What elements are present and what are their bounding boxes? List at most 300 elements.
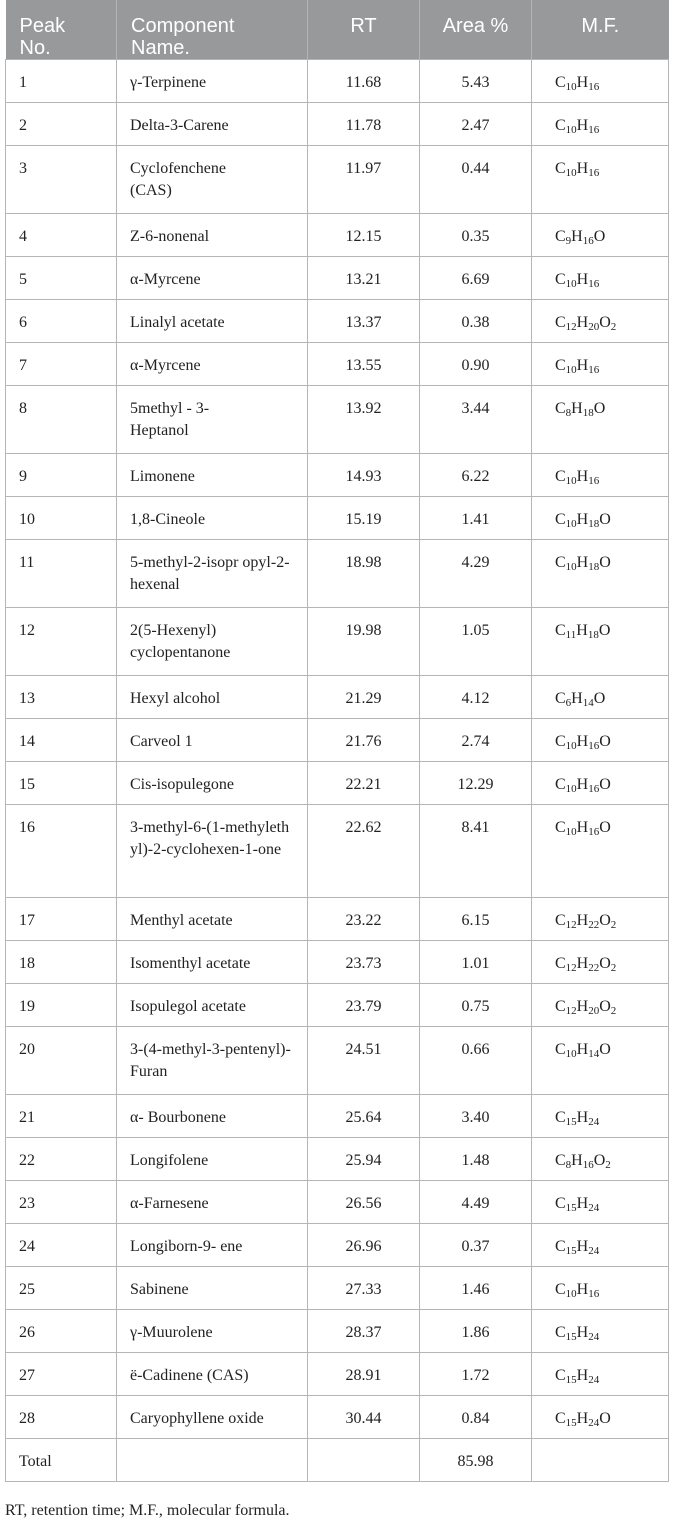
formula-count: 11 bbox=[565, 629, 577, 641]
component-name-cell: Menthyl acetate bbox=[117, 898, 308, 941]
area-cell: 4.29 bbox=[420, 540, 532, 608]
formula-element: H bbox=[576, 776, 589, 793]
area-cell: 4.12 bbox=[420, 676, 532, 719]
component-name-cell: 3-(4-methyl-3-pentenyl)-Furan bbox=[117, 1027, 308, 1095]
table-row bbox=[6, 898, 669, 941]
rt-cell: 25.94 bbox=[308, 1138, 420, 1181]
area-cell: 1.46 bbox=[420, 1267, 532, 1310]
area-cell: 2.47 bbox=[420, 103, 532, 146]
peak-no-cell: 5 bbox=[6, 257, 117, 300]
formula-element: O bbox=[599, 554, 611, 571]
component-name-cell: 5methyl - 3-Heptanol bbox=[117, 386, 308, 454]
peak-no-cell: 25 bbox=[6, 1267, 117, 1310]
peak-no-cell: 3 bbox=[6, 146, 117, 214]
formula-count: 24 bbox=[588, 1417, 600, 1429]
table-row bbox=[6, 762, 669, 805]
formula-element: C bbox=[555, 733, 566, 750]
formula-element: H bbox=[576, 511, 589, 528]
formula-count: 2 bbox=[605, 1159, 611, 1171]
area-cell: 4.49 bbox=[420, 1181, 532, 1224]
area-cell: 8.41 bbox=[420, 805, 532, 898]
formula-count: 8 bbox=[565, 407, 572, 419]
table-row bbox=[6, 1310, 669, 1353]
area-cell: 1.86 bbox=[420, 1310, 532, 1353]
area-cell: 1.41 bbox=[420, 497, 532, 540]
rt-cell: 24.51 bbox=[308, 1027, 420, 1095]
formula-cell bbox=[532, 1310, 669, 1353]
formula-element: H bbox=[576, 357, 589, 374]
formula-cell bbox=[532, 1027, 669, 1095]
formula-element: H bbox=[576, 160, 589, 177]
rt-cell: 11.97 bbox=[308, 146, 420, 214]
formula-element: C bbox=[555, 314, 566, 331]
peak-no-cell: 13 bbox=[6, 676, 117, 719]
formula-cell bbox=[532, 898, 669, 941]
component-name-cell: Sabinene bbox=[117, 1267, 308, 1310]
table-row bbox=[6, 941, 669, 984]
formula-cell bbox=[532, 1095, 669, 1138]
table-row bbox=[6, 540, 669, 608]
rt-cell: 18.98 bbox=[308, 540, 420, 608]
formula-count: 20 bbox=[588, 1005, 600, 1017]
formula-count: 10 bbox=[565, 167, 577, 179]
formula-count: 20 bbox=[588, 321, 600, 333]
formula-count: 16 bbox=[588, 826, 600, 838]
table-row bbox=[6, 1027, 669, 1095]
table-row bbox=[6, 103, 669, 146]
area-cell: 3.40 bbox=[420, 1095, 532, 1138]
peak-no-cell: 27 bbox=[6, 1353, 117, 1396]
area-cell: 1.05 bbox=[420, 608, 532, 676]
formula-count: 12 bbox=[565, 321, 577, 333]
component-name-cell: Isomenthyl acetate bbox=[117, 941, 308, 984]
formula-count: 10 bbox=[565, 518, 577, 530]
formula-element: O bbox=[599, 998, 611, 1015]
rt-cell: 14.93 bbox=[308, 454, 420, 497]
total-area-cell: 85.98 bbox=[420, 1439, 532, 1482]
peak-no-cell: 15 bbox=[6, 762, 117, 805]
peak-no-cell: 16 bbox=[6, 805, 117, 898]
formula-count: 2 bbox=[610, 1005, 617, 1017]
component-name-cell: ë-Cadinene (CAS) bbox=[117, 1353, 308, 1396]
formula-element: H bbox=[576, 271, 589, 288]
component-name-cell: Hexyl alcohol bbox=[117, 676, 308, 719]
area-cell: 0.66 bbox=[420, 1027, 532, 1095]
peak-no-cell: 11 bbox=[6, 540, 117, 608]
peak-no-cell: 12 bbox=[6, 608, 117, 676]
formula-count: 12 bbox=[565, 962, 577, 974]
formula-element: O bbox=[599, 1041, 611, 1058]
formula-element: O bbox=[599, 733, 611, 750]
formula-element: H bbox=[576, 622, 588, 639]
formula-element: C bbox=[555, 1410, 566, 1427]
formula-count: 10 bbox=[565, 561, 577, 573]
area-cell: 12.29 bbox=[420, 762, 532, 805]
formula-element: C bbox=[555, 228, 566, 245]
formula-element: C bbox=[555, 690, 566, 707]
rt-cell: 15.19 bbox=[308, 497, 420, 540]
formula-count: 14 bbox=[588, 1048, 600, 1060]
table-row bbox=[6, 608, 669, 676]
area-cell: 0.90 bbox=[420, 343, 532, 386]
formula-cell bbox=[532, 1353, 669, 1396]
rt-cell: 13.21 bbox=[308, 257, 420, 300]
formula-count: 16 bbox=[588, 475, 600, 487]
empty-cell bbox=[308, 1439, 420, 1482]
peak-no-cell: 26 bbox=[6, 1310, 117, 1353]
formula-element: O bbox=[593, 690, 606, 707]
formula-element: O bbox=[593, 1152, 606, 1169]
formula-count: 18 bbox=[588, 561, 600, 573]
header-rt: RT bbox=[308, 0, 420, 60]
peak-no-cell: 28 bbox=[6, 1396, 117, 1439]
peak-no-cell: 21 bbox=[6, 1095, 117, 1138]
rt-cell: 23.73 bbox=[308, 941, 420, 984]
formula-count: 10 bbox=[565, 124, 577, 136]
formula-count: 8 bbox=[565, 1159, 572, 1171]
formula-count: 9 bbox=[565, 235, 572, 247]
formula-element: H bbox=[576, 733, 589, 750]
formula-count: 10 bbox=[565, 1288, 577, 1300]
formula-element: C bbox=[555, 776, 566, 793]
area-cell: 0.38 bbox=[420, 300, 532, 343]
formula-count: 16 bbox=[588, 124, 600, 136]
component-name-cell: Caryophyllene oxide bbox=[117, 1396, 308, 1439]
rt-cell: 26.56 bbox=[308, 1181, 420, 1224]
table-row bbox=[6, 1267, 669, 1310]
formula-count: 24 bbox=[588, 1331, 600, 1343]
total-label-cell: Total bbox=[6, 1439, 117, 1482]
formula-element: H bbox=[576, 955, 589, 972]
rt-cell: 28.91 bbox=[308, 1353, 420, 1396]
formula-count: 15 bbox=[565, 1374, 577, 1386]
formula-cell bbox=[532, 608, 669, 676]
header-mf: M.F. bbox=[532, 0, 669, 60]
component-name-cell: Isopulegol acetate bbox=[117, 984, 308, 1027]
component-name-cell: Delta-3-Carene bbox=[117, 103, 308, 146]
table-row bbox=[6, 1353, 669, 1396]
component-name-cell: Limonene bbox=[117, 454, 308, 497]
area-cell: 0.44 bbox=[420, 146, 532, 214]
formula-element: H bbox=[576, 998, 589, 1015]
formula-cell bbox=[532, 719, 669, 762]
formula-element: H bbox=[571, 1152, 583, 1169]
formula-element: C bbox=[555, 1041, 566, 1058]
component-name-cell: Linalyl acetate bbox=[117, 300, 308, 343]
table-row bbox=[6, 60, 669, 103]
formula-cell bbox=[532, 805, 669, 898]
formula-count: 16 bbox=[588, 783, 600, 795]
peak-no-cell: 14 bbox=[6, 719, 117, 762]
component-name-cell: 1,8-Cineole bbox=[117, 497, 308, 540]
header-peak-no: Peak No. bbox=[6, 0, 117, 60]
formula-count: 15 bbox=[565, 1202, 577, 1214]
formula-count: 24 bbox=[588, 1245, 600, 1257]
formula-element: O bbox=[599, 314, 611, 331]
formula-count: 16 bbox=[582, 235, 594, 247]
formula-count: 15 bbox=[565, 1116, 577, 1128]
formula-element: H bbox=[576, 314, 589, 331]
rt-cell: 13.55 bbox=[308, 343, 420, 386]
rt-cell: 13.92 bbox=[308, 386, 420, 454]
formula-cell bbox=[532, 540, 669, 608]
formula-count: 16 bbox=[588, 1288, 600, 1300]
table-row bbox=[6, 1224, 669, 1267]
formula-count: 16 bbox=[588, 81, 600, 93]
table-footnote: RT, retention time; M.F., molecular formula. bbox=[5, 1502, 290, 1519]
formula-element: O bbox=[598, 622, 611, 639]
formula-count: 10 bbox=[565, 364, 577, 376]
formula-count: 18 bbox=[588, 518, 600, 530]
table-row bbox=[6, 1138, 669, 1181]
formula-cell bbox=[532, 454, 669, 497]
formula-element: H bbox=[576, 912, 589, 929]
formula-cell bbox=[532, 60, 669, 103]
rt-cell: 28.37 bbox=[308, 1310, 420, 1353]
table-row bbox=[6, 805, 669, 898]
formula-count: 16 bbox=[588, 167, 600, 179]
formula-cell bbox=[532, 1138, 669, 1181]
formula-element: H bbox=[576, 468, 589, 485]
formula-element: C bbox=[555, 357, 566, 374]
rt-cell: 25.64 bbox=[308, 1095, 420, 1138]
formula-count: 24 bbox=[588, 1202, 600, 1214]
table-row bbox=[6, 343, 669, 386]
formula-count: 10 bbox=[565, 826, 577, 838]
formula-cell bbox=[532, 214, 669, 257]
peak-no-cell: 19 bbox=[6, 984, 117, 1027]
peak-no-cell: 10 bbox=[6, 497, 117, 540]
formula-cell bbox=[532, 343, 669, 386]
component-name-cell: 2(5-Hexenyl) cyclopentanone bbox=[117, 608, 308, 676]
formula-cell bbox=[532, 257, 669, 300]
table-row bbox=[6, 1095, 669, 1138]
rt-cell: 19.98 bbox=[308, 608, 420, 676]
formula-element: O bbox=[599, 776, 611, 793]
formula-element: C bbox=[555, 912, 566, 929]
formula-count: 18 bbox=[582, 407, 594, 419]
formula-element: H bbox=[576, 117, 589, 134]
rt-cell: 30.44 bbox=[308, 1396, 420, 1439]
formula-element: H bbox=[576, 1041, 589, 1058]
rt-cell: 27.33 bbox=[308, 1267, 420, 1310]
component-name-cell: 5-methyl-2-isopr opyl-2-hexenal bbox=[117, 540, 308, 608]
formula-element: H bbox=[571, 690, 583, 707]
component-name-cell: Carveol 1 bbox=[117, 719, 308, 762]
rt-cell: 13.37 bbox=[308, 300, 420, 343]
formula-cell bbox=[532, 386, 669, 454]
formula-element: H bbox=[576, 1238, 589, 1255]
formula-element: C bbox=[555, 74, 566, 91]
formula-element: C bbox=[555, 468, 566, 485]
formula-count: 18 bbox=[587, 629, 599, 641]
peak-no-cell: 4 bbox=[6, 214, 117, 257]
formula-count: 10 bbox=[565, 740, 577, 752]
empty-cell bbox=[117, 1439, 308, 1482]
rt-cell: 21.29 bbox=[308, 676, 420, 719]
formula-count: 16 bbox=[588, 740, 600, 752]
formula-count: 16 bbox=[588, 364, 600, 376]
table-body bbox=[6, 60, 669, 1482]
formula-count: 10 bbox=[565, 1048, 577, 1060]
header-row bbox=[6, 0, 669, 60]
formula-element: H bbox=[576, 1281, 589, 1298]
formula-element: O bbox=[593, 400, 606, 417]
formula-count: 2 bbox=[610, 962, 617, 974]
area-cell: 6.22 bbox=[420, 454, 532, 497]
empty-cell bbox=[532, 1439, 669, 1482]
formula-element: H bbox=[571, 228, 583, 245]
formula-element: H bbox=[576, 554, 589, 571]
formula-cell bbox=[532, 300, 669, 343]
formula-element: C bbox=[555, 1152, 566, 1169]
peak-no-cell: 9 bbox=[6, 454, 117, 497]
formula-element: O bbox=[599, 955, 611, 972]
table-row bbox=[6, 676, 669, 719]
formula-element: C bbox=[555, 1367, 566, 1384]
formula-count: 24 bbox=[588, 1374, 600, 1386]
formula-count: 10 bbox=[565, 81, 577, 93]
component-name-cell: α- Bourbonene bbox=[117, 1095, 308, 1138]
component-name-cell: γ-Muurolene bbox=[117, 1310, 308, 1353]
table-row bbox=[6, 1181, 669, 1224]
formula-cell bbox=[532, 1267, 669, 1310]
peak-no-cell: 7 bbox=[6, 343, 117, 386]
formula-cell bbox=[532, 497, 669, 540]
formula-element: H bbox=[576, 1109, 589, 1126]
rt-cell: 11.78 bbox=[308, 103, 420, 146]
table-row bbox=[6, 454, 669, 497]
peak-no-cell: 2 bbox=[6, 103, 117, 146]
formula-count: 15 bbox=[565, 1331, 577, 1343]
formula-element: C bbox=[555, 955, 566, 972]
rt-cell: 21.76 bbox=[308, 719, 420, 762]
formula-element: C bbox=[555, 554, 566, 571]
formula-cell bbox=[532, 762, 669, 805]
formula-element: C bbox=[555, 1324, 566, 1341]
component-name-cell: α-Myrcene bbox=[117, 343, 308, 386]
formula-element: H bbox=[576, 819, 589, 836]
table-row bbox=[6, 984, 669, 1027]
formula-count: 22 bbox=[588, 962, 600, 974]
peak-no-cell: 6 bbox=[6, 300, 117, 343]
area-cell: 1.72 bbox=[420, 1353, 532, 1396]
formula-count: 10 bbox=[565, 475, 577, 487]
formula-count: 10 bbox=[565, 783, 577, 795]
formula-element: O bbox=[593, 228, 606, 245]
peak-no-cell: 1 bbox=[6, 60, 117, 103]
formula-element: C bbox=[555, 622, 566, 639]
area-cell: 2.74 bbox=[420, 719, 532, 762]
component-name-cell: α-Myrcene bbox=[117, 257, 308, 300]
area-cell: 0.35 bbox=[420, 214, 532, 257]
formula-count: 14 bbox=[582, 697, 594, 709]
rt-cell: 22.62 bbox=[308, 805, 420, 898]
table-row bbox=[6, 1396, 669, 1439]
formula-cell bbox=[532, 1396, 669, 1439]
formula-count: 15 bbox=[565, 1417, 577, 1429]
peak-no-cell: 22 bbox=[6, 1138, 117, 1181]
peak-no-cell: 20 bbox=[6, 1027, 117, 1095]
formula-element: O bbox=[599, 819, 611, 836]
area-cell: 0.37 bbox=[420, 1224, 532, 1267]
component-name-cell: 3-methyl-6-(1-methylethyl)-2-cyclohexen-1-one bbox=[117, 805, 308, 898]
table-row bbox=[6, 146, 669, 214]
formula-count: 16 bbox=[588, 278, 600, 290]
rt-cell: 11.68 bbox=[308, 60, 420, 103]
formula-element: O bbox=[599, 511, 611, 528]
table-row bbox=[6, 719, 669, 762]
formula-cell bbox=[532, 103, 669, 146]
area-cell: 1.01 bbox=[420, 941, 532, 984]
rt-cell: 23.22 bbox=[308, 898, 420, 941]
formula-element: C bbox=[555, 1109, 566, 1126]
rt-cell: 12.15 bbox=[308, 214, 420, 257]
formula-cell bbox=[532, 1181, 669, 1224]
formula-element: C bbox=[555, 117, 566, 134]
composition-table bbox=[5, 0, 669, 1482]
formula-element: C bbox=[555, 271, 566, 288]
component-name-cell: Cyclofenchene (CAS) bbox=[117, 146, 308, 214]
component-name-cell: Longiborn-9- ene bbox=[117, 1224, 308, 1267]
formula-count: 15 bbox=[565, 1245, 577, 1257]
area-cell: 3.44 bbox=[420, 386, 532, 454]
area-cell: 6.69 bbox=[420, 257, 532, 300]
formula-element: C bbox=[555, 1281, 566, 1298]
header-component-name: Component Name. bbox=[117, 0, 308, 60]
formula-cell bbox=[532, 676, 669, 719]
formula-element: O bbox=[599, 1410, 611, 1427]
area-cell: 0.84 bbox=[420, 1396, 532, 1439]
rt-cell: 22.21 bbox=[308, 762, 420, 805]
formula-cell bbox=[532, 941, 669, 984]
rt-cell: 26.96 bbox=[308, 1224, 420, 1267]
formula-count: 12 bbox=[565, 1005, 577, 1017]
formula-element: C bbox=[555, 819, 566, 836]
table-row bbox=[6, 214, 669, 257]
formula-element: C bbox=[555, 400, 566, 417]
peak-no-cell: 8 bbox=[6, 386, 117, 454]
component-name-cell: Longifolene bbox=[117, 1138, 308, 1181]
area-cell: 6.15 bbox=[420, 898, 532, 941]
component-name-cell: γ-Terpinene bbox=[117, 60, 308, 103]
formula-cell bbox=[532, 146, 669, 214]
area-cell: 0.75 bbox=[420, 984, 532, 1027]
formula-element: H bbox=[576, 1367, 589, 1384]
peak-no-cell: 18 bbox=[6, 941, 117, 984]
formula-element: C bbox=[555, 1195, 566, 1212]
peak-no-cell: 24 bbox=[6, 1224, 117, 1267]
component-name-cell: α-Farnesene bbox=[117, 1181, 308, 1224]
formula-count: 10 bbox=[565, 278, 577, 290]
table-row bbox=[6, 300, 669, 343]
formula-cell bbox=[532, 1224, 669, 1267]
table-row bbox=[6, 386, 669, 454]
formula-element: C bbox=[555, 511, 566, 528]
header-area: Area % bbox=[420, 0, 532, 60]
formula-element: H bbox=[576, 1195, 589, 1212]
formula-cell bbox=[532, 984, 669, 1027]
component-name-cell: Z-6-nonenal bbox=[117, 214, 308, 257]
formula-element: C bbox=[555, 160, 566, 177]
rt-cell: 23.79 bbox=[308, 984, 420, 1027]
formula-element: C bbox=[555, 998, 566, 1015]
formula-count: 2 bbox=[610, 321, 617, 333]
formula-element: C bbox=[555, 1238, 566, 1255]
table-row bbox=[6, 497, 669, 540]
peak-no-cell: 17 bbox=[6, 898, 117, 941]
area-cell: 5.43 bbox=[420, 60, 532, 103]
